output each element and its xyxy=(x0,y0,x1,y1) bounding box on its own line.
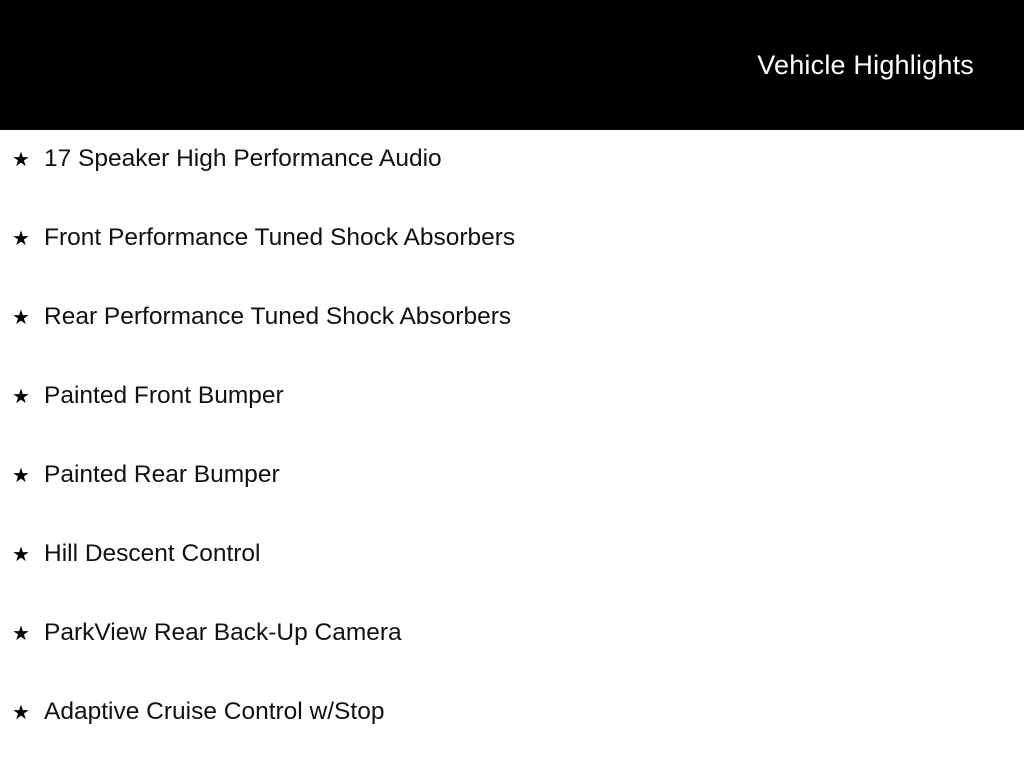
star-icon: ★ xyxy=(12,386,30,408)
header-bar xyxy=(0,0,1024,130)
list-item-label: ParkView Rear Back-Up Camera xyxy=(44,619,402,646)
list-item xyxy=(0,225,1024,304)
list-item-label: Rear Performance Tuned Shock Absorbers xyxy=(44,303,512,330)
star-icon: ★ xyxy=(12,228,30,250)
star-icon: ★ xyxy=(12,544,30,566)
star-icon: ★ xyxy=(12,623,30,645)
list-item-label: 17 Speaker High Performance Audio xyxy=(44,145,442,172)
list-item-label: Painted Front Bumper xyxy=(44,382,284,409)
list-item xyxy=(0,699,1024,778)
star-icon: ★ xyxy=(12,702,30,724)
list-item xyxy=(0,146,1024,225)
star-icon: ★ xyxy=(12,307,30,329)
list-item xyxy=(0,541,1024,620)
list-item-label: Hill Descent Control xyxy=(44,540,261,567)
list-item xyxy=(0,304,1024,383)
list-item-label: Painted Rear Bumper xyxy=(44,461,280,488)
list-item xyxy=(0,462,1024,541)
star-icon: ★ xyxy=(12,149,30,171)
page-title: Vehicle Highlights xyxy=(757,49,974,80)
list-item-label: Adaptive Cruise Control w/Stop xyxy=(44,698,385,725)
vehicle-highlights-list xyxy=(0,130,1024,778)
list-item xyxy=(0,620,1024,699)
star-icon: ★ xyxy=(12,465,30,487)
list-item-label: Front Performance Tuned Shock Absorbers xyxy=(44,224,516,251)
list-item xyxy=(0,383,1024,462)
